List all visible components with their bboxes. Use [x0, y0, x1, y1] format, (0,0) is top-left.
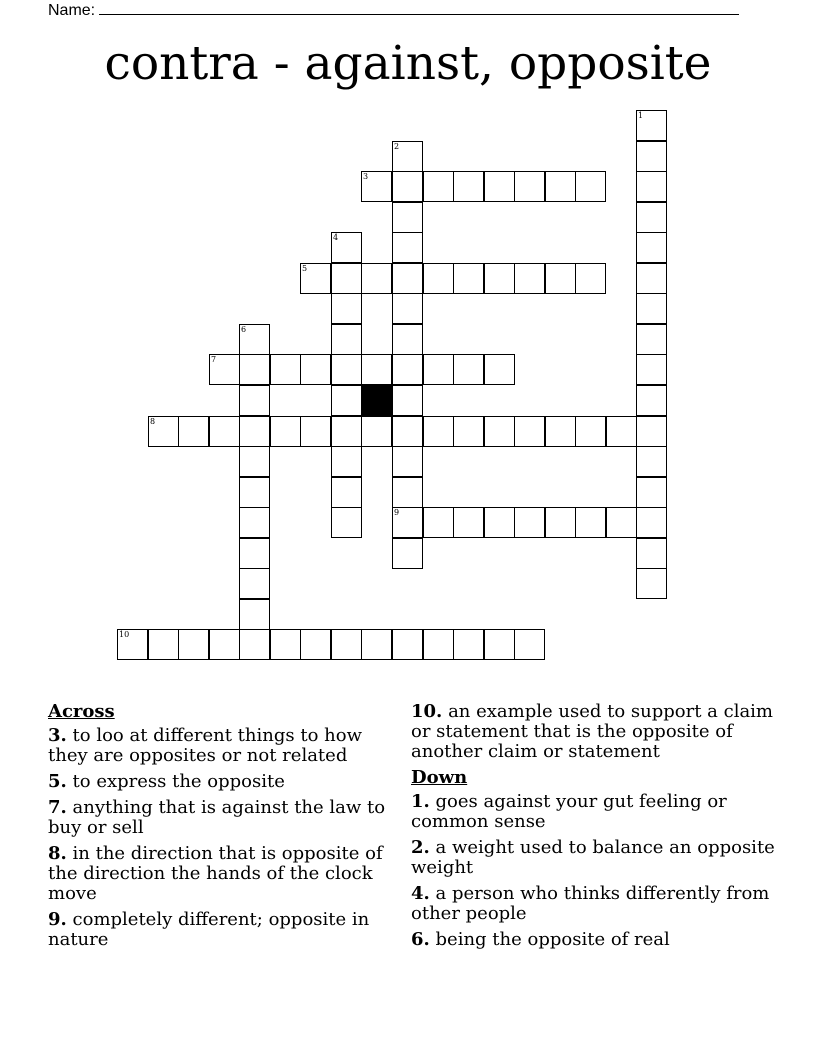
clue-down-6 — [411, 930, 781, 950]
clue-across-5 — [48, 772, 404, 792]
crossword-cell[interactable] — [636, 141, 667, 172]
across-heading: Across — [48, 701, 115, 722]
crossword-cell[interactable] — [331, 507, 362, 538]
crossword-cell[interactable] — [453, 416, 484, 447]
cell-number: 5 — [302, 264, 308, 273]
clue-number: 6. — [411, 929, 430, 950]
crossword-cell[interactable] — [239, 507, 270, 538]
black-square — [361, 385, 392, 416]
clue-number: 2. — [411, 837, 430, 858]
crossword-cell[interactable] — [545, 171, 576, 202]
clue-text: anything that is against the law to buy or sell — [48, 797, 386, 838]
crossword-cell[interactable] — [331, 446, 362, 477]
crossword-cell[interactable] — [606, 416, 637, 447]
clue-text: to express the opposite — [72, 771, 285, 792]
clue-across-10 — [411, 702, 781, 762]
cell-number: 8 — [150, 417, 156, 426]
cell-number: 10 — [119, 630, 130, 639]
crossword-cell[interactable] — [392, 324, 423, 355]
clue-down-1 — [411, 792, 781, 832]
clue-number: 3. — [48, 725, 67, 746]
clue-text: an example used to support a claim or statement that is the opposite of another claim or statement — [411, 701, 774, 762]
clue-across-9 — [48, 910, 404, 950]
crossword-cell[interactable] — [331, 293, 362, 324]
crossword-cell[interactable] — [392, 293, 423, 324]
crossword-cell[interactable] — [575, 263, 606, 294]
crossword-cell[interactable] — [545, 416, 576, 447]
crossword-cell[interactable] — [636, 202, 667, 233]
crossword-cell[interactable] — [514, 416, 545, 447]
crossword-cell[interactable] — [331, 263, 362, 294]
clue-number: 5. — [48, 771, 67, 792]
crossword-cell[interactable] — [514, 171, 545, 202]
crossword-cell[interactable] — [392, 232, 423, 263]
clues-right-column — [411, 702, 781, 956]
crossword-cell[interactable] — [239, 354, 270, 385]
crossword-cell[interactable] — [636, 416, 667, 447]
crossword-cell[interactable] — [361, 416, 392, 447]
crossword-cell[interactable] — [209, 416, 240, 447]
crossword-cell[interactable] — [636, 110, 667, 141]
crossword-cell[interactable] — [300, 416, 331, 447]
crossword-cell[interactable] — [484, 629, 515, 660]
crossword-cell[interactable] — [484, 507, 515, 538]
down-heading: Down — [411, 767, 468, 788]
clue-across-8 — [48, 844, 404, 904]
crossword-cell[interactable] — [361, 629, 392, 660]
crossword-cell[interactable] — [392, 263, 423, 294]
crossword-cell[interactable] — [545, 263, 576, 294]
crossword-cell[interactable] — [484, 354, 515, 385]
cell-number: 2 — [394, 142, 400, 151]
crossword-cell[interactable] — [300, 263, 331, 294]
crossword-cell[interactable] — [453, 354, 484, 385]
crossword-cell[interactable] — [636, 263, 667, 294]
clue-text: in the direction that is opposite of the direction the hands of the clock move — [48, 843, 383, 904]
crossword-cell[interactable] — [392, 141, 423, 172]
crossword-cell[interactable] — [392, 629, 423, 660]
crossword-cell[interactable] — [239, 629, 270, 660]
crossword-cell[interactable] — [300, 629, 331, 660]
crossword-cell[interactable] — [636, 293, 667, 324]
crossword-cell[interactable] — [514, 629, 545, 660]
crossword-cell[interactable] — [636, 232, 667, 263]
crossword-cell[interactable] — [239, 568, 270, 599]
crossword-cell[interactable] — [423, 507, 454, 538]
crossword-cell[interactable] — [575, 171, 606, 202]
crossword-cell[interactable] — [636, 171, 667, 202]
crossword-cell[interactable] — [331, 324, 362, 355]
crossword-cell[interactable] — [270, 629, 301, 660]
crossword-cell[interactable] — [545, 507, 576, 538]
crossword-cell[interactable] — [423, 629, 454, 660]
crossword-cell[interactable] — [484, 416, 515, 447]
crossword-cell[interactable] — [331, 416, 362, 447]
crossword-cell[interactable] — [361, 263, 392, 294]
crossword-cell[interactable] — [178, 629, 209, 660]
clue-text: a person who thinks differently from other people — [411, 883, 770, 924]
crossword-cell[interactable] — [209, 354, 240, 385]
crossword-cell[interactable] — [606, 507, 637, 538]
crossword-cell[interactable] — [453, 507, 484, 538]
crossword-cell[interactable] — [575, 416, 606, 447]
crossword-cell[interactable] — [117, 629, 148, 660]
crossword-cell[interactable] — [239, 599, 270, 630]
clue-down-4 — [411, 884, 781, 924]
clue-across-7 — [48, 798, 404, 838]
crossword-cell[interactable] — [392, 385, 423, 416]
crossword-cell[interactable] — [636, 507, 667, 538]
crossword-cell[interactable] — [636, 568, 667, 599]
crossword-cell[interactable] — [239, 324, 270, 355]
crossword-cell[interactable] — [392, 354, 423, 385]
crossword-cell[interactable] — [453, 263, 484, 294]
clue-number: 8. — [48, 843, 67, 864]
crossword-cell[interactable] — [636, 354, 667, 385]
crossword-cell[interactable] — [239, 416, 270, 447]
crossword-cell[interactable] — [331, 385, 362, 416]
crossword-cell[interactable] — [575, 507, 606, 538]
clue-number: 7. — [48, 797, 67, 818]
cell-number: 9 — [394, 508, 400, 517]
crossword-cell[interactable] — [392, 416, 423, 447]
clues-left-column — [48, 702, 404, 956]
crossword-cell[interactable] — [453, 629, 484, 660]
clue-text: goes against your gut feeling or common sense — [411, 791, 727, 832]
crossword-cell[interactable] — [239, 446, 270, 477]
crossword-cell[interactable] — [148, 416, 179, 447]
clue-down-2 — [411, 838, 781, 878]
crossword-cell[interactable] — [239, 385, 270, 416]
crossword-cell[interactable] — [331, 477, 362, 508]
crossword-cell[interactable] — [636, 446, 667, 477]
crossword-cell[interactable] — [453, 171, 484, 202]
crossword-cell[interactable] — [270, 416, 301, 447]
name-label: Name: — [48, 2, 96, 19]
cell-number: 3 — [363, 172, 369, 181]
crossword-cell[interactable] — [636, 538, 667, 569]
crossword-cell[interactable] — [239, 538, 270, 569]
clue-number: 1. — [411, 791, 430, 812]
crossword-cell[interactable] — [331, 232, 362, 263]
crossword-cell[interactable] — [361, 354, 392, 385]
crossword-cell[interactable] — [239, 477, 270, 508]
crossword-cell[interactable] — [300, 354, 331, 385]
crossword-cell[interactable] — [636, 385, 667, 416]
clue-number: 4. — [411, 883, 430, 904]
cell-number: 1 — [638, 111, 644, 120]
crossword-cell[interactable] — [423, 263, 454, 294]
crossword-cell[interactable] — [392, 477, 423, 508]
crossword-cell[interactable] — [331, 629, 362, 660]
crossword-cell[interactable] — [209, 629, 240, 660]
clue-text: to loo at different things to how they are opposites or not related — [48, 725, 362, 766]
clue-text: being the opposite of real — [435, 929, 670, 950]
crossword-cell[interactable] — [178, 416, 209, 447]
clue-across-3 — [48, 726, 404, 766]
crossword-cell[interactable] — [484, 263, 515, 294]
crossword-cell[interactable] — [514, 263, 545, 294]
crossword-cell[interactable] — [392, 171, 423, 202]
clue-text: completely different; opposite in nature — [48, 909, 370, 950]
crossword-cell[interactable] — [392, 446, 423, 477]
crossword-cell[interactable] — [270, 354, 301, 385]
crossword-cell[interactable] — [423, 354, 454, 385]
crossword-cell[interactable] — [392, 202, 423, 233]
crossword-cell[interactable] — [392, 538, 423, 569]
cell-number: 7 — [211, 355, 217, 364]
page-title: contra - against, opposite — [104, 36, 712, 91]
cell-number: 4 — [333, 233, 339, 242]
crossword-cell[interactable] — [423, 416, 454, 447]
crossword-cell[interactable] — [636, 477, 667, 508]
crossword-cell[interactable] — [514, 507, 545, 538]
crossword-cell[interactable] — [361, 171, 392, 202]
cell-number: 6 — [241, 325, 247, 334]
clue-number: 10. — [411, 701, 443, 722]
clue-text: a weight used to balance an opposite weight — [411, 837, 775, 878]
crossword-cell[interactable] — [392, 507, 423, 538]
crossword-cell[interactable] — [331, 354, 362, 385]
crossword-cell[interactable] — [484, 171, 515, 202]
crossword-cell[interactable] — [423, 171, 454, 202]
clue-number: 9. — [48, 909, 67, 930]
crossword-cell[interactable] — [636, 324, 667, 355]
crossword-cell[interactable] — [148, 629, 179, 660]
